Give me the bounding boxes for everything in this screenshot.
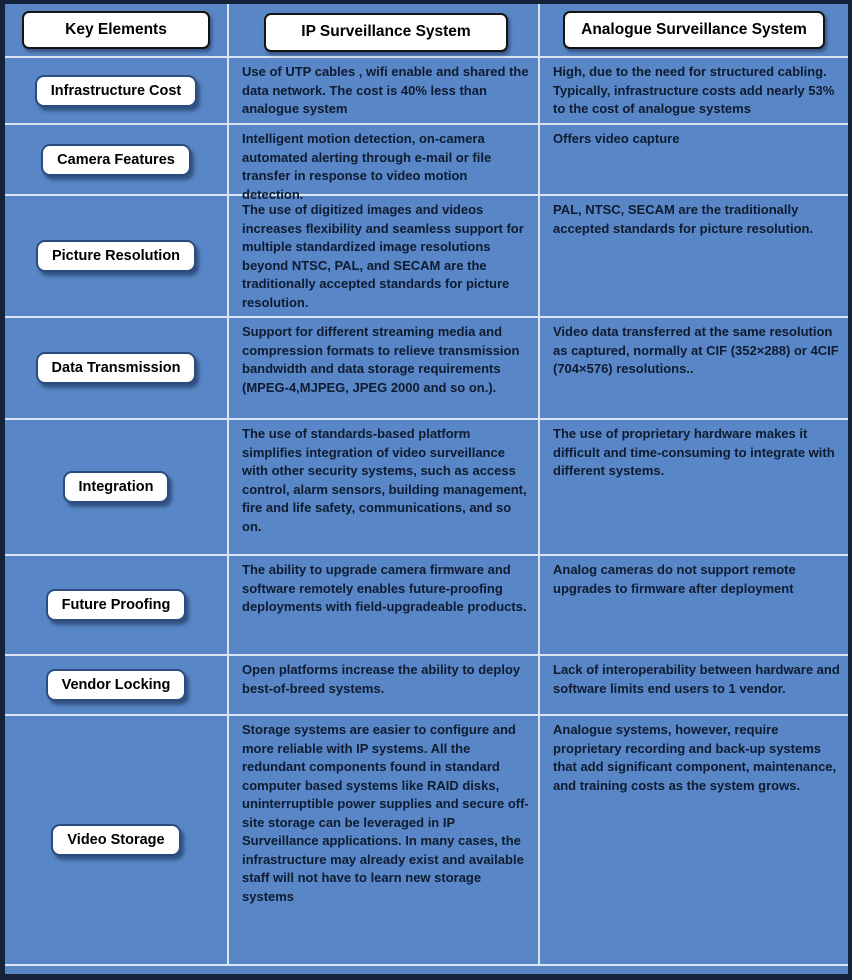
- row-label-cell-integration: [5, 420, 229, 556]
- cell-ip-camera-features: Intelligent motion detection, on-camera automated alerting through e-mail or file transfer in response to video motion detection.: [229, 125, 540, 196]
- row-label-cell-picture-resolution: [5, 196, 229, 318]
- cell-analogue-integration: The use of proprietary hardware makes it difficult and time-consuming to integrate with different systems.: [540, 420, 848, 556]
- row-label-cell-future-proofing: [5, 556, 229, 656]
- header-cell-ip-system: [229, 4, 540, 58]
- row-label-camera-features: Camera Features: [41, 144, 191, 176]
- cell-ip-data-transmission: Support for different streaming media and compression formats to relieve transmission bandwidth and data storage requirements (MPEG-4,MJPEG, JPEG 2000 and so on.).: [229, 318, 540, 420]
- row-label-data-transmission: Data Transmission: [36, 352, 197, 384]
- row-label-cell-infrastructure-cost: [5, 58, 229, 125]
- row-label-cell-video-storage: [5, 716, 229, 966]
- row-label-infrastructure-cost: Infrastructure Cost: [35, 75, 198, 107]
- cell-ip-picture-resolution: The use of digitized images and videos increases flexibility and seamless support for multiple standardized image resolutions beyond NTSC, PAL, and SECAM are the traditionally accepted standards for picture resolution.: [229, 196, 540, 318]
- row-label-vendor-locking: Vendor Locking: [46, 669, 187, 701]
- row-label-picture-resolution: Picture Resolution: [36, 240, 196, 272]
- cell-analogue-picture-resolution: PAL, NTSC, SECAM are the traditionally accepted standards for picture resolution.: [540, 196, 848, 318]
- row-label-cell-data-transmission: [5, 318, 229, 420]
- cell-ip-video-storage: Storage systems are easier to configure and more reliable with IP systems. All the redundant components found in standard computer based systems like RAID disks, uninterruptible power supplies and secure off-site storage can be leveraged in IP Surveillance applications. In many cases, the infrastructure may already exist and available staff will not have to learn new storage systems: [229, 716, 540, 966]
- header-cell-analogue-system: [540, 4, 848, 58]
- row-label-video-storage: Video Storage: [51, 824, 180, 856]
- cell-analogue-vendor-locking: Lack of interoperability between hardware and software limits end users to 1 vendor.: [540, 656, 848, 716]
- row-label-cell-camera-features: [5, 125, 229, 196]
- header-cell-key-elements: [5, 4, 229, 58]
- cell-analogue-infrastructure-cost: High, due to the need for structured cabling. Typically, infrastructure costs add nearly 53% to the cost of analogue systems: [540, 58, 848, 125]
- cell-ip-infrastructure-cost: Use of UTP cables , wifi enable and shared the data network. The cost is 40% less than analogue system: [229, 58, 540, 125]
- cell-analogue-camera-features: Offers video capture: [540, 125, 848, 196]
- cell-ip-vendor-locking: Open platforms increase the ability to deploy best-of-breed systems.: [229, 656, 540, 716]
- row-label-cell-vendor-locking: [5, 656, 229, 716]
- comparison-table-grid: [5, 4, 848, 966]
- cell-ip-future-proofing: The ability to upgrade camera firmware and software remotely enables future-proofing deployments with field-upgradeable products.: [229, 556, 540, 656]
- row-label-future-proofing: Future Proofing: [46, 589, 187, 621]
- cell-analogue-future-proofing: Analog cameras do not support remote upgrades to firmware after deployment: [540, 556, 848, 656]
- header-box-ip-system: IP Surveillance System: [264, 13, 509, 52]
- header-box-key-elements: Key Elements: [22, 11, 211, 49]
- cell-analogue-video-storage: Analogue systems, however, require proprietary recording and back-up systems that add significant component, maintenance, and training costs as the system grows.: [540, 716, 848, 966]
- row-label-integration: Integration: [63, 471, 170, 503]
- cell-ip-integration: The use of standards-based platform simplifies integration of video surveillance with other security systems, such as access control, alarm sensors, building management, fire and life safety, communications, and so on.: [229, 420, 540, 556]
- header-box-analogue-system: Analogue Surveillance System: [563, 11, 825, 49]
- cell-analogue-data-transmission: Video data transferred at the same resolution as captured, normally at CIF (352×288) or 4CIF (704×576) resolutions..: [540, 318, 848, 420]
